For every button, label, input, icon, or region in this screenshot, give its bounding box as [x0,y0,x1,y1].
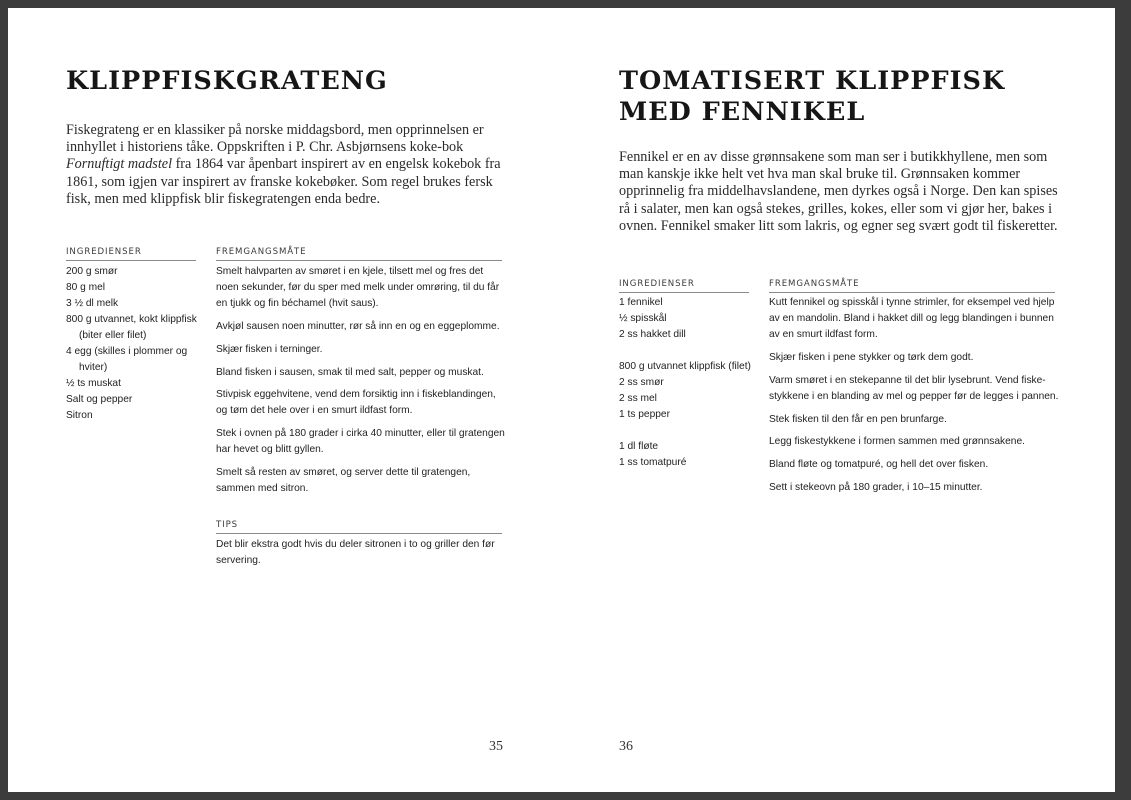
recipe-title: KLIPPFISKGRATENG [66,66,388,96]
ingredient-item: 80 g mel [66,282,106,293]
method-step: Sett i stekeovn på 180 grader, i 10–15 minutter. [769,481,983,493]
ingredients-list [66,264,201,424]
method-step: Stivpisk eggehvitene, vend dem forsiktig inn i fiskeblandingen, og tøm det hele over i en smurt ildfast form. [216,389,496,417]
method-step: Smelt så resten av smøret, og server dette til gratengen, sammen med sitron. [216,467,471,495]
tips-heading: TIPS [216,519,502,534]
book-spread [8,8,1115,792]
ingredient-item: 800 g utvannet klippfisk (filet) [619,361,751,372]
ingredients-heading: INGREDIENSER [66,246,196,261]
ingredient-item: 200 g smør [66,266,118,277]
method-step: Skjær fisken i terninger. [216,343,323,355]
method-step: Avkjøl sausen noen minutter, rør så inn en og en eggeplomme. [216,321,500,333]
recipe-intro: Fennikel er en av disse grønnsakene som man ser i butikkhyllene, men som man kanskje ikke helt vet hva man skal bruke til. Grønnsaken kommer opprinnelig fra middelhavslandene, men dyrkes også i Norge. Den kan spises rå i salater, men kan også stekes, grilles, kokes, eller som vi gjør her, bakes i ovnen. Fennikel smaker litt som lakris, og egner seg svært godt til fiskeretter. [619,149,1058,234]
method-heading: FREMGANGSMÅTE [769,278,1055,293]
ingredient-item: 1 dl fløte [619,441,659,452]
method-steps [216,264,508,504]
method-step: Varm smøret i en stekepanne til det blir lysebrunt. Vend fiske-stykkene i en blanding av mel og pepper før de legges i pannen. [769,374,1059,403]
method-step: Skjær fisken i pene stykker og tørk dem godt. [769,352,974,364]
ingredient-item: Sitron [66,410,93,421]
book-title-italic: Fornuftigt madstel [66,156,173,173]
ingredient-item: ½ spisskål [619,313,667,324]
ingredient-item: 2 ss smør [619,377,664,388]
method-step: Legg fiskestykkene i formen sammen med grønnsakene. [769,436,1025,448]
tips-paragraph: Det blir ekstra godt hvis du deler sitronen i to og griller den før servering. [216,539,495,567]
intro-text-end: fra 1864 var åpenbart inspirert av en engelsk kokebok fra 1861, som igjen var inspirert av franske kokebøker. Som regel brukes fersk fisk, men med klippfisk blir fiskegratengen enda bedre. [66,156,501,207]
ingredient-spacer [619,343,754,359]
ingredients-list [619,295,754,471]
page-number: 36 [619,739,633,754]
recipe-title: TOMATISERT KLIPPFISK MED FENNIKEL [619,66,1006,127]
right-page [561,8,1115,792]
ingredient-item: Salt og pepper [66,394,133,405]
method-step: Stek i ovnen på 180 grader i cirka 40 minutter, eller til gratengen har hevet og blitt gyllen. [216,428,505,456]
ingredient-item: 4 egg (skilles i plommer og hviter) [66,346,188,373]
ingredient-item: 2 ss hakket dill [619,329,686,340]
tips-text [216,537,506,576]
ingredients-heading: INGREDIENSER [619,278,749,293]
ingredient-item: 3 ½ dl melk [66,298,119,309]
method-step: Stek fisken til den får en pen brunfarge. [769,413,947,425]
ingredient-item: 1 fennikel [619,297,663,308]
ingredient-item: ½ ts muskat [66,378,121,389]
ingredient-item: 800 g utvannet, kokt klippfisk (biter eller filet) [66,314,197,341]
method-heading: FREMGANGSMÅTE [216,246,502,261]
method-step: Bland fløte og tomatpuré, og hell det over fisken. [769,459,989,471]
method-step: Smelt halvparten av smøret i en kjele, tilsett mel og fres det noen sekunder, før du sper med melk under omrøring, til du får en tjukk og fin béchamel (hvit saus). [216,266,500,310]
ingredient-item: 1 ss tomatpuré [619,457,687,468]
page-number: 35 [489,739,503,754]
ingredient-spacer [619,423,754,439]
method-step: Bland fisken i sausen, smak til med salt, pepper og muskat. [216,366,484,378]
recipe-intro [66,122,506,208]
ingredient-item: 1 ts pepper [619,409,670,420]
method-step: Kutt fennikel og spisskål i tynne strimler, for eksempel ved hjelp av en mandolin. Bland i hakket dill og legg blandingen i bunnen av en smurt ildfast form. [769,297,1055,341]
left-page [8,8,561,792]
ingredient-item: 2 ss mel [619,393,657,404]
method-steps [769,295,1061,503]
intro-text-start: Fiskegrateng er en klassiker på norske middagsbord, men opprinnelsen er innhyllet i historiens tåke. Oppskriften i P. Chr. Asbjørnsens koke-bok [66,122,484,156]
